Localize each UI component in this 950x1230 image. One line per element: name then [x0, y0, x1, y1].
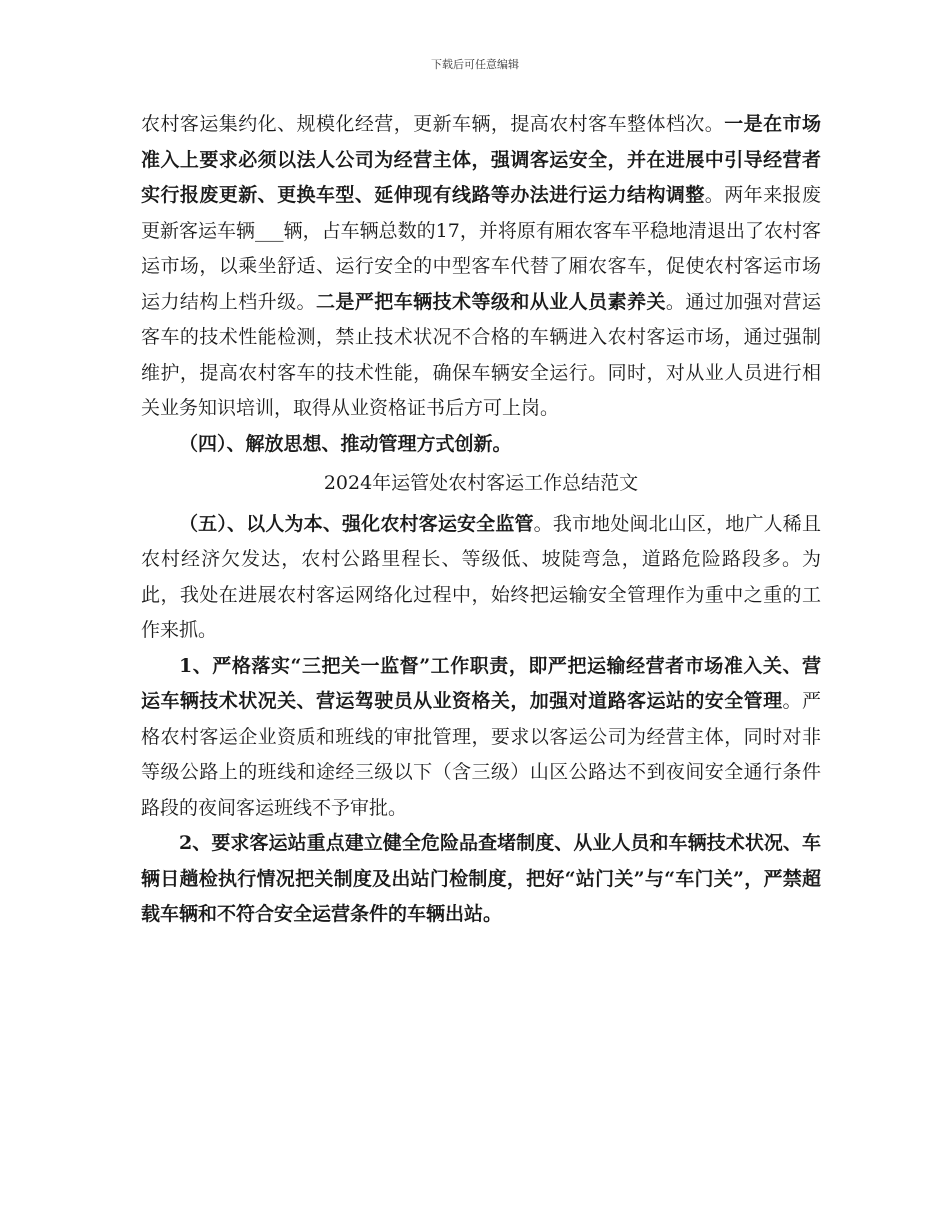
section-heading-five: （五）、以人为本、强化农村客运安全监管	[179, 512, 534, 535]
document-title: 2024年运管处农村客运工作总结范文	[323, 472, 639, 494]
paragraph-text: 。两年来报废更新客运车辆___辆，占车辆总数的17，并将原有厢农客车平稳地清退出了农村客运市场，以乘坐舒适、运行安全的中型客车代替了厢农客车，促使农村客运市场运力结构上档升级。	[141, 184, 821, 313]
paragraph-text: 农村客运集约化、规模化经营，更新车辆，提高农村客车整体档次。	[141, 113, 725, 135]
paragraph-text: 。严格农村客运企业资质和班线的审批管理，要求以客运公司为经营主体，同时对非等级公路上的班线和途经三级以下（含三级）山区公路达不到夜间安全通行条件路段的夜间客运班线不予审批。	[141, 690, 821, 819]
bold-point-one: 一是在市场准入上要求必须以法人公司为经营主体，强调客运安全，并在进展中引导经营者实行报废更新、更换车型、延伸现有线路等办法进行运力结构调整	[141, 113, 821, 206]
section-five-paragraph	[141, 507, 821, 649]
paragraph-text: 。通过加强对营运客车的技术性能检测，禁止技术状况不合格的车辆进入农村客运市场，通过强制维护，提高农村客车的技术性能，确保车辆安全运行。同时，对从业人员进行相关业务知识培训，取得从业资格证书后方可上岗。	[141, 290, 821, 419]
list-item-one	[141, 649, 821, 827]
list-item-one-bold: 1、严格落实“三把关一监督”工作职责，即严把运输经营者市场准入关、营运车辆技术状况关、营运驾驶员从业资格关，加强对道路客运站的安全管理	[141, 654, 821, 712]
list-item-two	[141, 826, 821, 933]
bold-point-two: 二是严把车辆技术等级和从业人员素养关	[315, 290, 666, 313]
page-header: 下载后可任意编辑	[431, 58, 519, 71]
section-heading-four: （四）、解放思想、推动管理方式创新。	[179, 432, 512, 455]
paragraph-text: 。我市地处闽北山区，地广人稀且农村经济欠发达，农村公路里程长、等级低、坡陡弯急，道路危险路段多。为此，我处在进展农村客运网络化过程中，始终把运输安全管理作为重中之重的工作来抓。	[141, 512, 821, 641]
paragraph-vehicle-renewal	[141, 107, 821, 427]
list-item-two-bold: 2、要求客运站重点建立健全危险品查堵制度、从业人员和车辆技术状况、车辆日趟检执行情况把关制度及出站门检制度，把好“站门关”与“车门关”，严禁超载车辆和不符合安全运营条件的车辆出站。	[141, 832, 821, 925]
document-body	[141, 107, 821, 933]
